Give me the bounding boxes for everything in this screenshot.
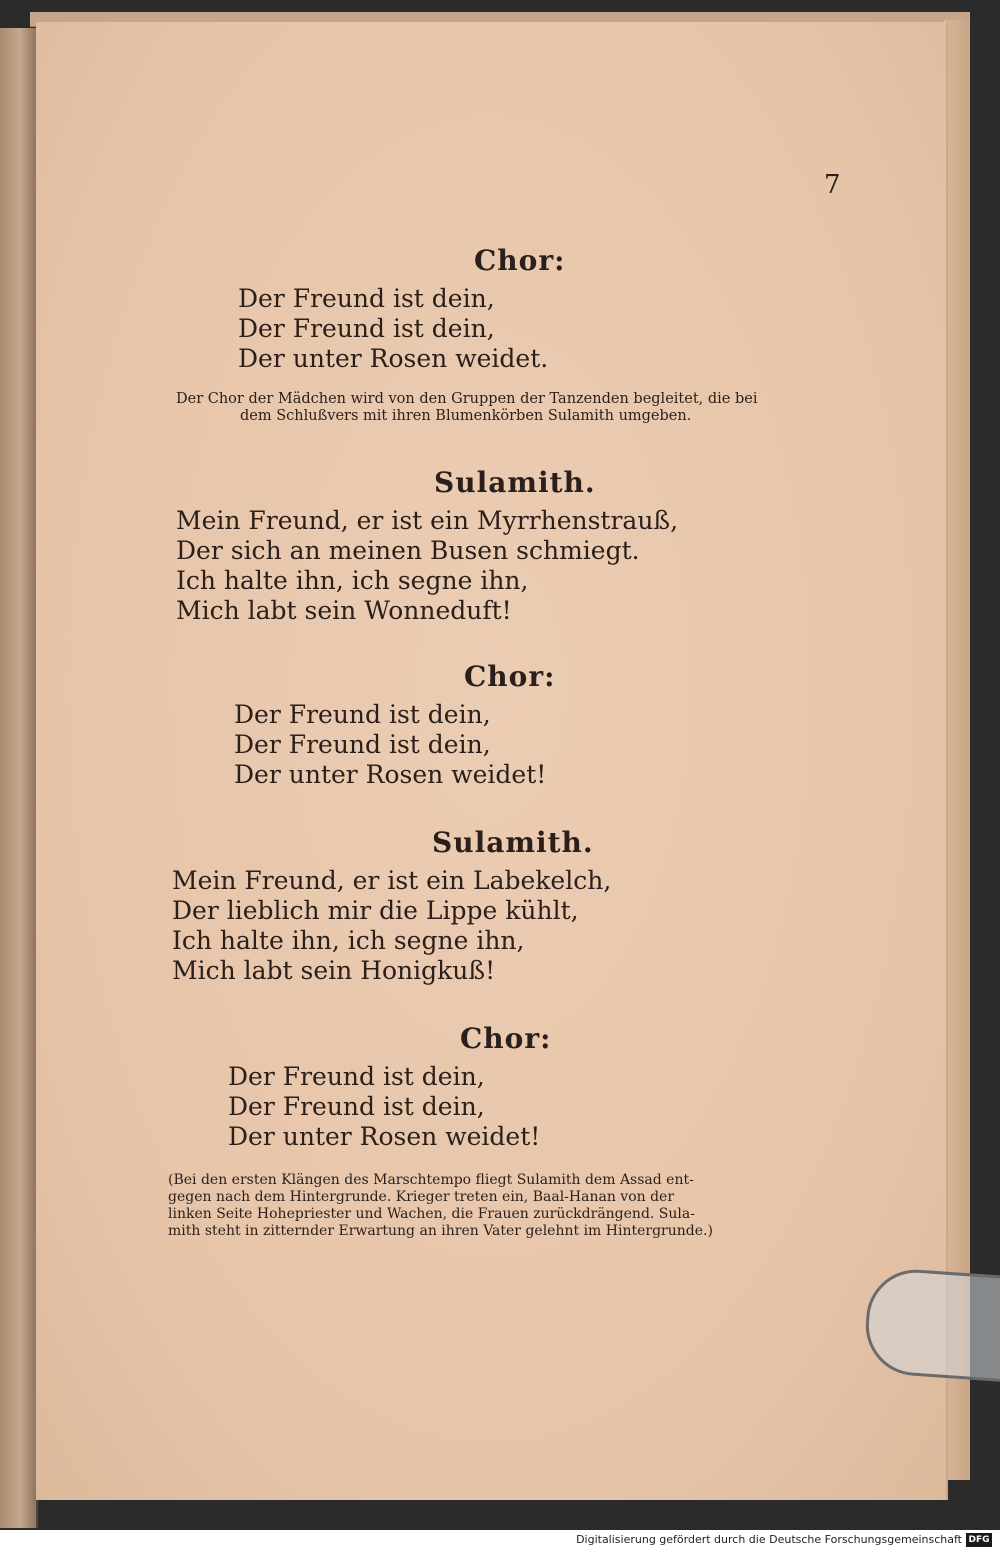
page-stack-right-edge [944, 20, 970, 1480]
verse-line: Der Freund ist dein, [228, 1062, 485, 1091]
note-line: (Bei den ersten Klängen des Marschtempo fliegt Sulamith dem Assad ent- [168, 1172, 694, 1188]
stage-direction-2 [168, 1172, 713, 1240]
verse-line: Der Freund ist dein, [234, 700, 491, 729]
previous-page-edge [0, 28, 38, 1528]
note-line: Der Chor der Mädchen wird von den Gruppen der Tanzenden begleitet, die bei [176, 391, 758, 407]
verse-line: Der sich an meinen Busen schmiegt. [176, 536, 640, 565]
heading-chor-3: Chor: [460, 1022, 552, 1055]
verse-line: Der lieblich mir die Lippe kühlt, [172, 896, 579, 925]
heading-sulamith-2: Sulamith. [432, 826, 594, 859]
footer-credit: Digitalisierung gefördert durch die Deutsche Forschungsgemeinschaft [576, 1533, 962, 1546]
verse-line: Der Freund ist dein, [238, 314, 495, 343]
note-line: gegen nach dem Hintergrunde. Krieger treten ein, Baal-Hanan von der [168, 1189, 675, 1205]
verse-line: Ich halte ihn, ich segne ihn, [172, 926, 525, 955]
verse-chor-1 [238, 284, 548, 374]
verse-line: Mein Freund, er ist ein Labekelch, [172, 866, 612, 895]
verse-chor-2 [234, 700, 546, 790]
verse-line: Der Freund ist dein, [238, 284, 495, 313]
heading-chor-1: Chor: [474, 244, 566, 277]
verse-sulamith-1 [176, 506, 678, 626]
page-number: 7 [824, 170, 841, 200]
verse-line: Der unter Rosen weidet! [234, 760, 547, 789]
verse-line: Ich halte ihn, ich segne ihn, [176, 566, 529, 595]
heading-sulamith-1: Sulamith. [434, 466, 596, 499]
verse-line: Der unter Rosen weidet! [228, 1122, 541, 1151]
heading-chor-2: Chor: [464, 660, 556, 693]
verse-line: Der unter Rosen weidet. [238, 344, 549, 373]
dfg-logo: DFG [966, 1533, 992, 1547]
verse-chor-3 [228, 1062, 540, 1152]
note-line: dem Schlußvers mit ihren Blumenkörben Sulamith umgeben. [240, 408, 692, 424]
note-line: linken Seite Hohepriester und Wachen, die Frauen zurückdrängend. Sula- [168, 1206, 695, 1222]
verse-line: Mich labt sein Wonneduft! [176, 596, 512, 625]
verse-line: Mein Freund, er ist ein Myrrhenstrauß, [176, 506, 679, 535]
note-line: mith steht in zitternder Erwartung an ihren Vater gelehnt im Hintergrunde.) [168, 1223, 713, 1239]
verse-line: Mich labt sein Honigkuß! [172, 956, 496, 985]
stage-direction-1 [176, 391, 757, 425]
verse-line: Der Freund ist dein, [228, 1092, 485, 1121]
verse-sulamith-2 [172, 866, 611, 986]
verse-line: Der Freund ist dein, [234, 730, 491, 759]
